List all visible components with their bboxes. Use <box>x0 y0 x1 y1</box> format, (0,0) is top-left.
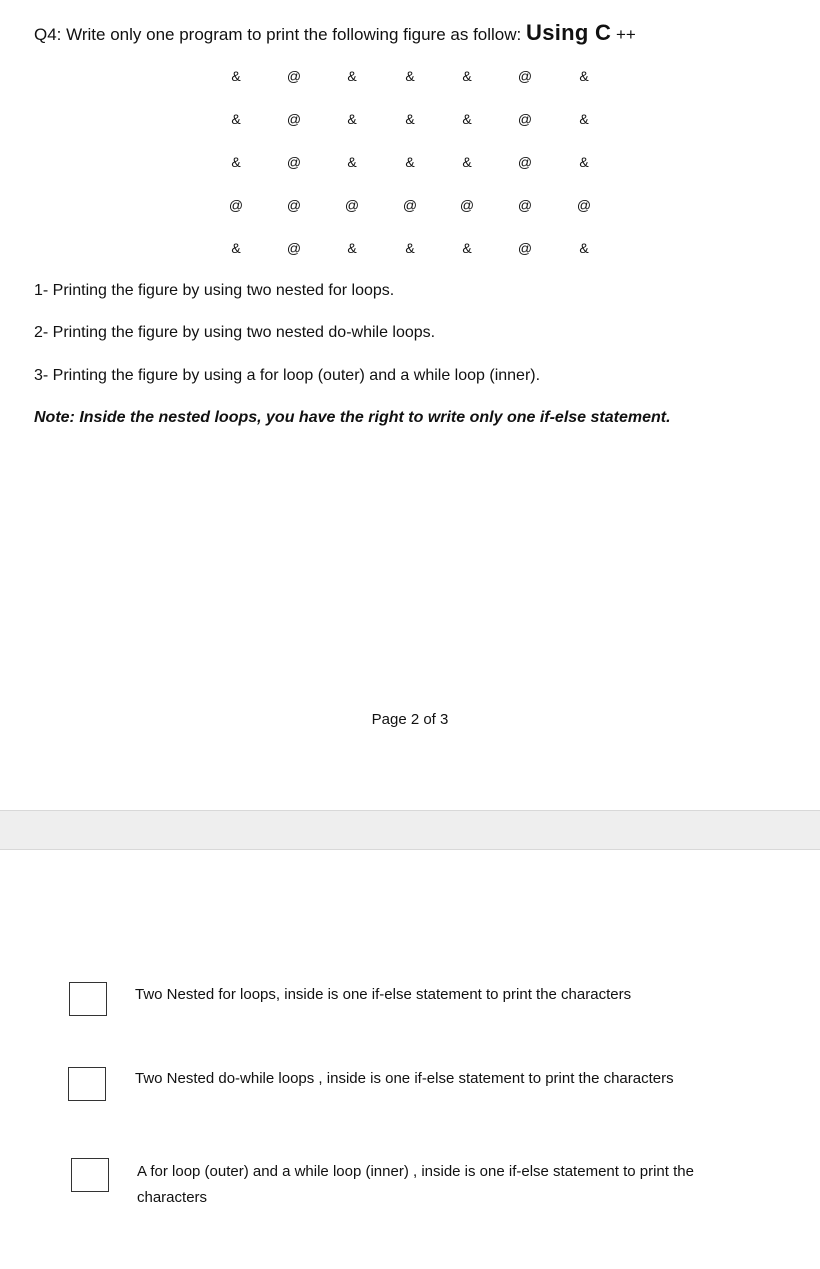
figure-char: & <box>347 154 357 170</box>
figure-char: & <box>405 154 415 170</box>
figure-char: & <box>579 68 589 84</box>
figure-char: & <box>462 111 472 127</box>
figure-char: @ <box>228 197 244 213</box>
figure-char: & <box>462 68 472 84</box>
figure-char: & <box>347 240 357 256</box>
figure-char: & <box>405 68 415 84</box>
figure-char: @ <box>286 68 302 84</box>
figure-char: @ <box>286 111 302 127</box>
task-item-1: 1- Printing the figure by using two nested for loops. <box>34 282 395 299</box>
checklist-label-2: Two Nested do-while loops , inside is one if-else statement to print the characters <box>135 1070 674 1087</box>
figure-char: @ <box>517 240 533 256</box>
figure-char: & <box>462 240 472 256</box>
figure-char: @ <box>459 197 475 213</box>
figure-char: @ <box>286 154 302 170</box>
figure-char: @ <box>286 240 302 256</box>
figure-char: & <box>579 111 589 127</box>
figure-char: & <box>579 154 589 170</box>
figure-char: @ <box>517 154 533 170</box>
figure-char: & <box>231 68 241 84</box>
question-text: Q4: Write only one program to print the following figure as follow: <box>34 25 522 44</box>
page-number: Page 2 of 3 <box>371 711 449 728</box>
checklist-label-3: A for loop (outer) and a while loop (inner) , inside is one if-else statement to print the <box>137 1163 694 1180</box>
figure-char: @ <box>344 197 360 213</box>
figure-char: & <box>579 240 589 256</box>
figure-char: & <box>405 111 415 127</box>
figure-char: & <box>347 68 357 84</box>
figure-char: @ <box>576 197 592 213</box>
character-figure <box>0 0 820 270</box>
figure-char: & <box>405 240 415 256</box>
checkbox-2[interactable] <box>68 1067 106 1101</box>
note-text: Note: Inside the nested loops, you have the right to write only one if-else statement. <box>34 409 671 426</box>
figure-char: @ <box>517 68 533 84</box>
figure-char: & <box>231 154 241 170</box>
figure-char: & <box>347 111 357 127</box>
checklist-label-3-continued: characters <box>137 1189 208 1206</box>
page-separator <box>0 810 820 850</box>
question-lang: ++ <box>615 25 636 44</box>
figure-char: @ <box>286 197 302 213</box>
figure-char: & <box>462 154 472 170</box>
checklist-label-1: Two Nested for loops, inside is one if-else statement to print the characters <box>135 986 632 1003</box>
task-item-3: 3- Printing the figure by using a for loop (outer) and a while loop (inner). <box>34 367 541 384</box>
task-item-2: 2- Printing the figure by using two nested do-while loops. <box>34 324 436 341</box>
figure-char: & <box>231 111 241 127</box>
figure-char: @ <box>402 197 418 213</box>
figure-char: @ <box>517 111 533 127</box>
checkbox-3[interactable] <box>71 1158 109 1192</box>
figure-char: @ <box>517 197 533 213</box>
question-using: Using C <box>526 20 612 45</box>
checkbox-1[interactable] <box>69 982 107 1016</box>
figure-char: & <box>231 240 241 256</box>
